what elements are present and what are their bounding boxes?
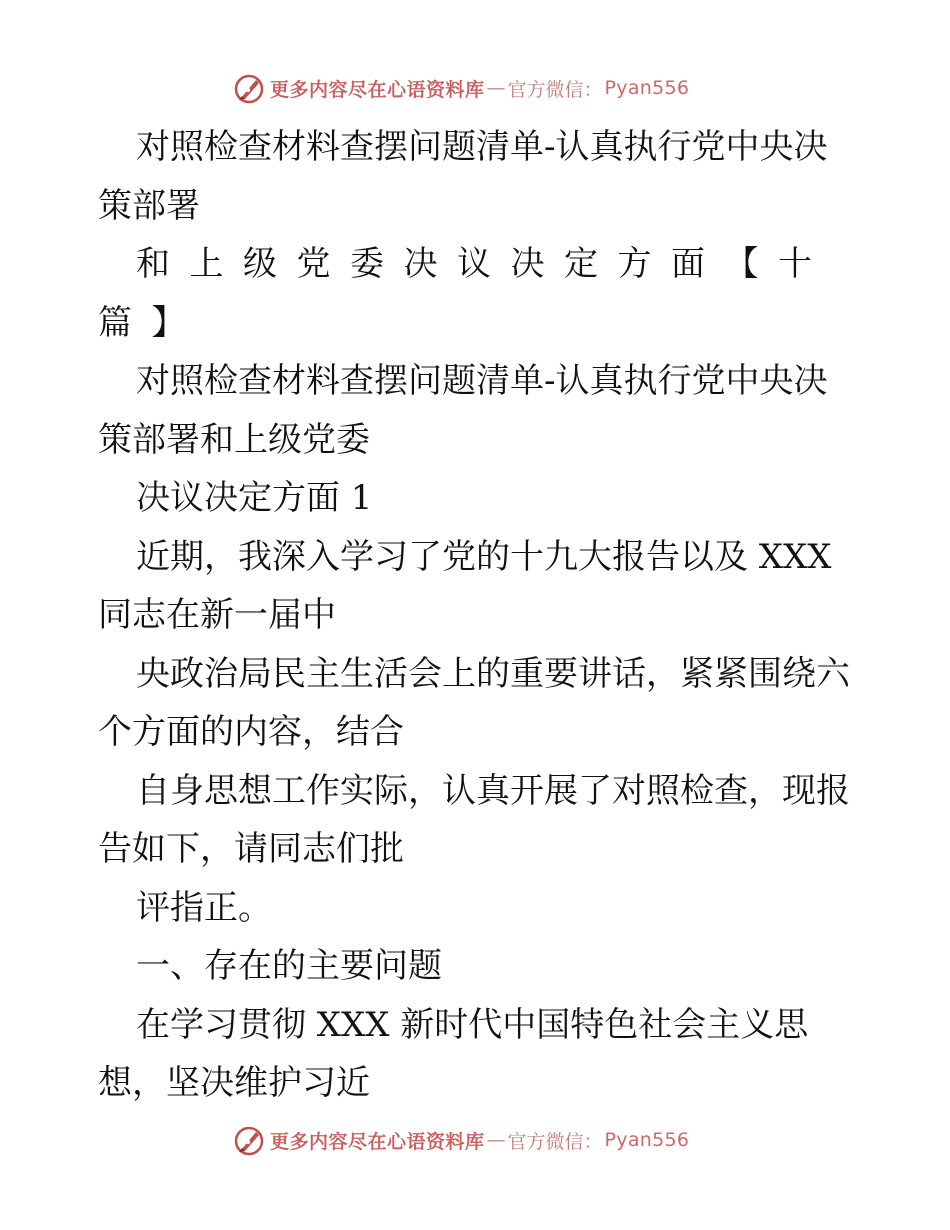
watermark-wechat-id: Pyan556 <box>604 1129 690 1151</box>
document-line: 策部署和上级党委 <box>98 419 370 460</box>
document-line: 评指正。 <box>136 887 272 928</box>
document-line: 决议决定方面 1 <box>136 478 373 518</box>
document-line: 篇】 <box>98 302 205 343</box>
document-line: 央政治局民主生活会上的重要讲话，紧紧围绕六 <box>136 653 850 694</box>
document-line: 在学习贯彻 XXX 新时代中国特色社会主义思 <box>136 1004 809 1045</box>
document-line: 个方面的内容，结合 <box>98 712 404 752</box>
watermark-wechat-id: Pyan556 <box>604 77 690 99</box>
quill-pen-logo-icon <box>232 71 266 105</box>
watermark-banner-bottom <box>232 1122 752 1158</box>
watermark-brand: 更多内容尽在心语资料库 <box>270 1130 485 1153</box>
document-line: 对照检查材料查摆问题清单-认真执行党中央决 <box>136 127 828 167</box>
watermark-separator: — <box>486 1129 506 1151</box>
document-line: 对照检查材料查摆问题清单-认真执行党中央决 <box>136 361 828 401</box>
document-line: 近期，我深入学习了党的十九大报告以及 XXX <box>136 536 832 577</box>
document-line: 策部署 <box>98 185 200 226</box>
document-body <box>98 118 898 1113</box>
document-line: 告如下，请同志们批 <box>98 829 404 869</box>
watermark-official-label: 官方微信： <box>507 1130 603 1153</box>
watermark-separator: — <box>486 77 506 99</box>
watermark-banner-top <box>232 70 752 106</box>
document-line: 一、存在的主要问题 <box>136 946 442 986</box>
document-line: 同志在新一届中 <box>98 595 336 635</box>
document-line: 想，坚决维护习近 <box>98 1063 370 1103</box>
watermark-brand: 更多内容尽在心语资料库 <box>270 78 485 101</box>
watermark-official-label: 官方微信： <box>507 78 603 101</box>
quill-pen-logo-icon <box>232 1123 266 1157</box>
document-line: 和上级党委决议决定方面【十 <box>136 244 832 284</box>
document-line: 自身思想工作实际，认真开展了对照检查，现报 <box>136 770 850 811</box>
